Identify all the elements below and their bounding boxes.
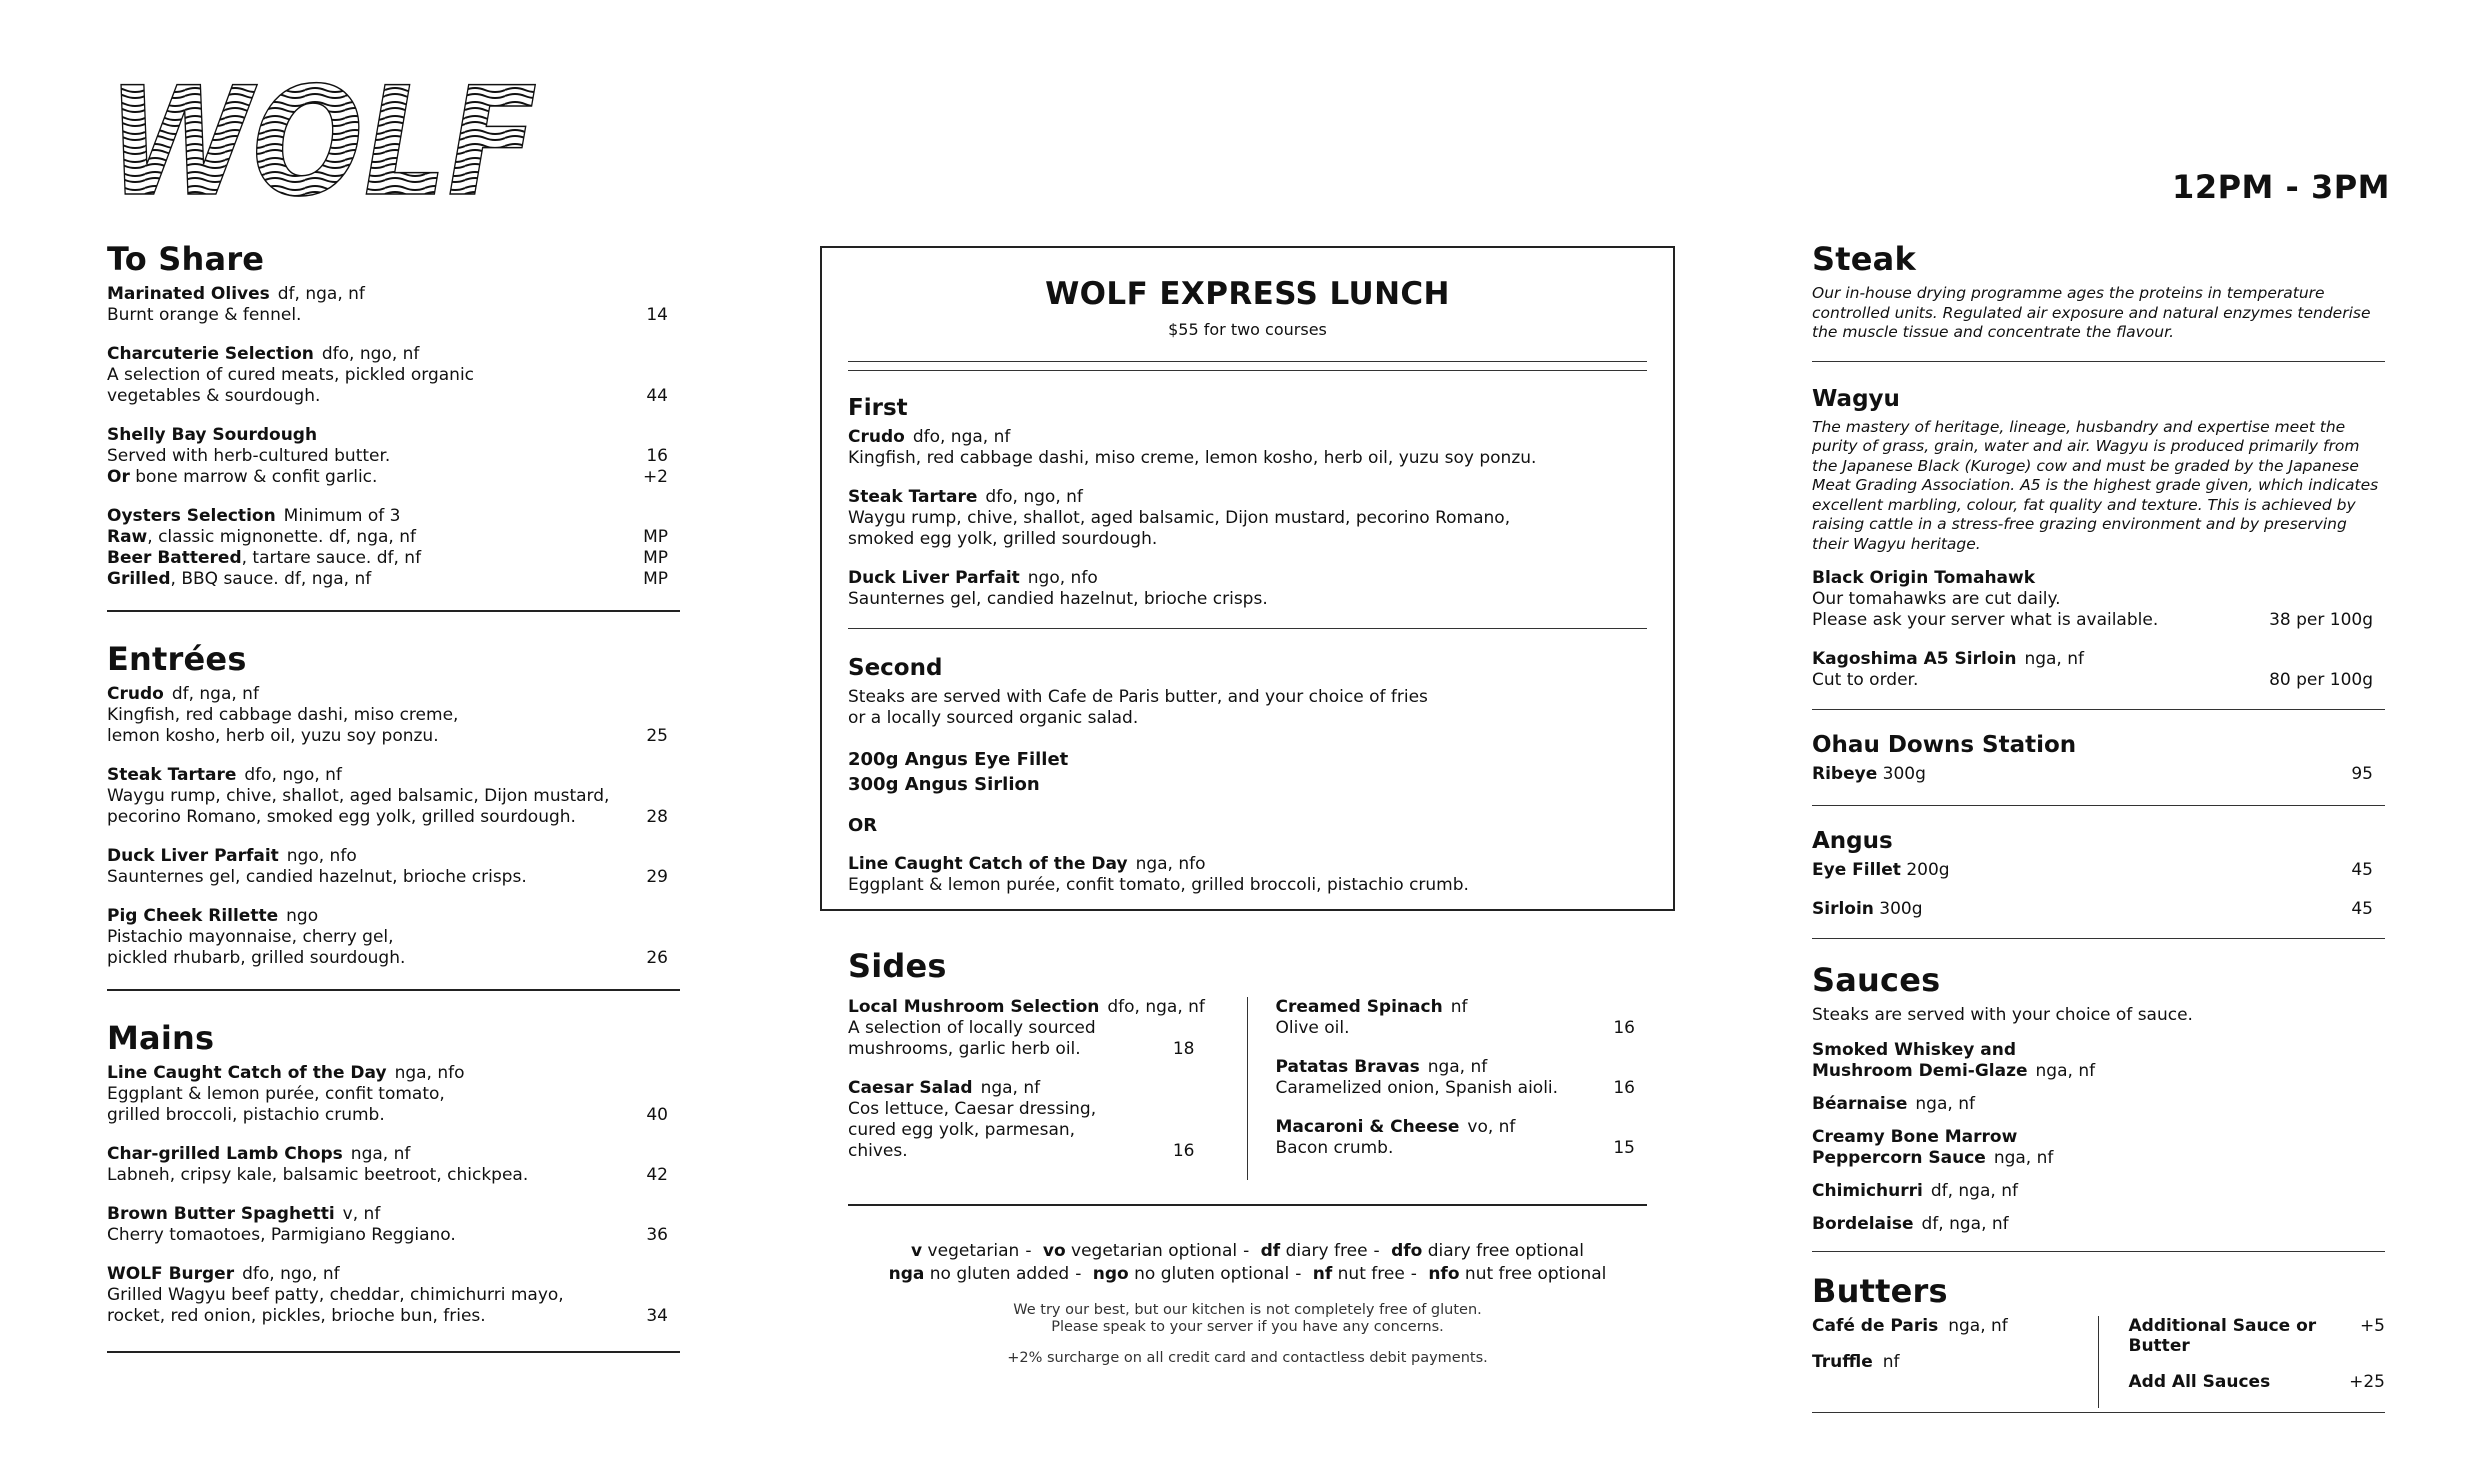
menu-item: Shelly Bay Sourdough Served with herb-cultured butter. 16 Or bone marrow & confit garlic. +2 xyxy=(107,425,680,488)
ohau-title: Ohau Downs Station xyxy=(1812,732,2077,758)
left-column xyxy=(107,240,680,1381)
menu-item: Sirloin 300g 45 xyxy=(1812,899,2373,919)
sauce-item: Chimichurri df, nga, nf xyxy=(1812,1181,2018,1201)
divider xyxy=(1812,1412,2385,1413)
right-column xyxy=(1812,240,2385,1413)
butter-item: Truffle nf xyxy=(1812,1352,1900,1372)
sauce-item: Creamy Bone Marrow Peppercorn Sauce nga, nf xyxy=(1812,1127,2054,1168)
menu-item: Crudo dfo, nga, nf Kingfish, red cabbage dashi, miso creme, lemon kosho, herb oil, yuzu soy ponzu. xyxy=(848,427,1537,468)
divider xyxy=(848,370,1647,371)
sauce-item: Béarnaise nga, nf xyxy=(1812,1094,1975,1114)
butter-item: Café de Paris nga, nf xyxy=(1812,1316,2008,1336)
side-item: Creamed Spinach nf Olive oil. 16 xyxy=(1275,997,1635,1038)
menu-item: WOLF Burger dfo, ngo, nf Grilled Wagyu beef patty, cheddar, chimichurri mayo, rocket, red onion, pickles, brioche bun, fries. 34 xyxy=(107,1264,668,1326)
sauces-title: Sauces xyxy=(1812,961,1941,999)
wagyu-title: Wagyu xyxy=(1812,385,1900,412)
divider xyxy=(848,628,1647,629)
divider xyxy=(1812,938,2385,939)
menu-item: Duck Liver Parfait ngo, nfo Saunternes gel, candied hazelnut, brioche crisps. 29 xyxy=(107,846,668,887)
menu-item: Line Caught Catch of the Day nga, nfo Eggplant & lemon purée, confit tomato, grilled broccoli, pistachio crumb. xyxy=(848,854,1469,895)
divider xyxy=(107,989,680,991)
menu-item: Kagoshima A5 Sirloin nga, nf Cut to order. 80 per 100g xyxy=(1812,649,2373,690)
item-name: Shelly Bay Sourdough xyxy=(107,425,318,445)
to-share-title: To Share xyxy=(107,240,265,278)
sauce-item: Smoked Whiskey and Mushroom Demi-Glaze nga, nf xyxy=(1812,1040,2096,1081)
side-item: Patatas Bravas nga, nf Caramelized onion, Spanish aioli. 16 xyxy=(1275,1057,1635,1098)
sides-title: Sides xyxy=(848,947,947,985)
divider xyxy=(848,1204,1647,1206)
wagyu-intro: The mastery of heritage, lineage, husbandry and expertise meet the purity of grass, grain, water and air. Wagyu is produced primarily from the Japanese Black (Kuroge) cow and must be graded by the Japanese Meat Grading Association. A5 is the highest grade given, which indicates excellent marbling, colour, fat quality and texture. This is achieved by raising cattle in a stress-free grazing environment and by preserving their Wagyu heritage. xyxy=(1812,417,2379,553)
divider xyxy=(107,1351,680,1353)
item-price: 44 xyxy=(646,386,668,406)
steak-title: Steak xyxy=(1812,240,1916,278)
side-item: Macaroni & Cheese vo, nf Bacon crumb. 15 xyxy=(1275,1117,1635,1158)
middle-column xyxy=(820,246,1675,1367)
divider xyxy=(1812,1251,2385,1252)
logo-text: WOLF xyxy=(107,56,537,230)
menu-item: Charcuterie Selection dfo, ngo, nf A selection of cured meats, pickled organic vegetables & sourdough. 44 xyxy=(107,344,680,407)
menu-item: Marinated Olives df, nga, nf Burnt orange & fennel. 14 xyxy=(107,284,680,326)
menu-item: Steak Tartare dfo, ngo, nf Waygu rump, chive, shallot, aged balsamic, Dijon mustard, pecorino Romano, smoked egg yolk, grilled sourdough. 28 xyxy=(107,765,668,827)
menu-item: Duck Liver Parfait ngo, nfo Saunternes gel, candied hazelnut, brioche crisps. xyxy=(848,568,1268,609)
item-tags: dfo, ngo, nf xyxy=(321,344,420,364)
menu-item: Black Origin Tomahawk Our tomahawks are cut daily. Please ask your server what is available. 38 per 100g xyxy=(1812,568,2373,630)
express-title: WOLF EXPRESS LUNCH xyxy=(1045,276,1450,312)
divider xyxy=(1812,361,2385,362)
mains-title: Mains xyxy=(107,1019,215,1057)
butter-addon: Additional Sauce or Butter +5 xyxy=(2128,1316,2385,1356)
express-lunch-box xyxy=(820,246,1675,911)
divider xyxy=(848,361,1647,362)
menu-item: Brown Butter Spaghetti v, nf Cherry tomaotoes, Parmigiano Reggiano. 36 xyxy=(107,1204,668,1245)
sides-section xyxy=(820,947,1675,1367)
menu-item: Crudo df, nga, nf Kingfish, red cabbage dashi, miso creme, lemon kosho, herb oil, yuzu soy ponzu. 25 xyxy=(107,684,668,746)
item-name: Oysters Selection xyxy=(107,506,276,526)
item-tags: df, nga, nf xyxy=(277,284,365,304)
divider xyxy=(107,610,680,612)
menu-item: Steak Tartare dfo, ngo, nf Waygu rump, chive, shallot, aged balsamic, Dijon mustard, pecorino Romano, smoked egg yolk, grilled sourdough. xyxy=(848,487,1511,549)
menu-item: Line Caught Catch of the Day nga, nfo Eggplant & lemon purée, confit tomato, grilled broccoli, pistachio crumb. 40 xyxy=(107,1063,668,1125)
menu-item: Ribeye 300g 95 xyxy=(1812,764,2373,784)
entrees-title: Entrées xyxy=(107,640,247,678)
angus-title: Angus xyxy=(1812,828,1893,854)
second-course-desc: Steaks are served with Cafe de Paris butter, and your choice of fries or a locally sourced organic salad. xyxy=(848,687,1428,728)
menu-item: Char-grilled Lamb Chops nga, nf Labneh, cripsy kale, balsamic beetroot, chickpea. 42 xyxy=(107,1144,668,1185)
menu-item: Oysters Selection Minimum of 3 Raw, classic mignonette. df, nga, nf MP Beer Battered, tartare sauce. df, nf MP Grilled, BBQ sauce. df, nga, nf MP xyxy=(107,506,668,589)
butters-grid xyxy=(1812,1316,2385,1408)
express-price: $55 for two courses xyxy=(1168,320,1327,339)
opening-hours: 12PM - 3PM xyxy=(2172,168,2390,206)
dietary-legend: v vegetarian - vo vegetarian optional - df diary free - dfo diary free optional nga no gluten added - ngo no gluten optional - nf nut free - nfo nut free optional xyxy=(888,1241,1607,1284)
divider xyxy=(1812,709,2385,710)
item-price: 14 xyxy=(646,305,668,325)
surcharge-note: +2% surcharge on all credit card and contactless debit payments. xyxy=(1007,1350,1488,1366)
divider xyxy=(1812,805,2385,806)
item-name: Marinated Olives xyxy=(107,284,270,304)
item-name: Charcuterie Selection xyxy=(107,344,314,364)
or-label: OR xyxy=(848,815,878,836)
side-item: Local Mushroom Selection dfo, nga, nf A selection of locally sourced mushrooms, garlic herb oil. 18 xyxy=(848,997,1205,1059)
side-item: Caesar Salad nga, nf Cos lettuce, Caesar dressing, cured egg yolk, parmesan, chives. 16 xyxy=(848,1078,1195,1161)
sauces-intro: Steaks are served with your choice of sauce. xyxy=(1812,1005,2193,1025)
second-course-title: Second xyxy=(848,655,943,681)
menu-item: Eye Fillet 200g 45 xyxy=(1812,860,2373,880)
gluten-note: We try our best, but our kitchen is not completely free of gluten. Please speak to your server if you have any concerns. xyxy=(1013,1302,1482,1335)
menu-item: Pig Cheek Rillette ngo Pistachio mayonnaise, cherry gel, pickled rhubarb, grilled sourdough. 26 xyxy=(107,906,668,968)
steak-intro: Our in-house drying programme ages the proteins in temperature controlled units. Regulated air exposure and natural enzymes tenderise the muscle tissue and concentrate the flavour. xyxy=(1812,284,2371,341)
butters-title: Butters xyxy=(1812,1272,1948,1310)
wolf-logo xyxy=(105,56,545,230)
sauce-item: Bordelaise df, nga, nf xyxy=(1812,1214,2009,1234)
steak-options: 200g Angus Eye Fillet 300g Angus Sirlion xyxy=(848,749,1069,795)
butter-addon: Add All Sauces +25 xyxy=(2128,1372,2385,1392)
first-course-title: First xyxy=(848,395,908,421)
